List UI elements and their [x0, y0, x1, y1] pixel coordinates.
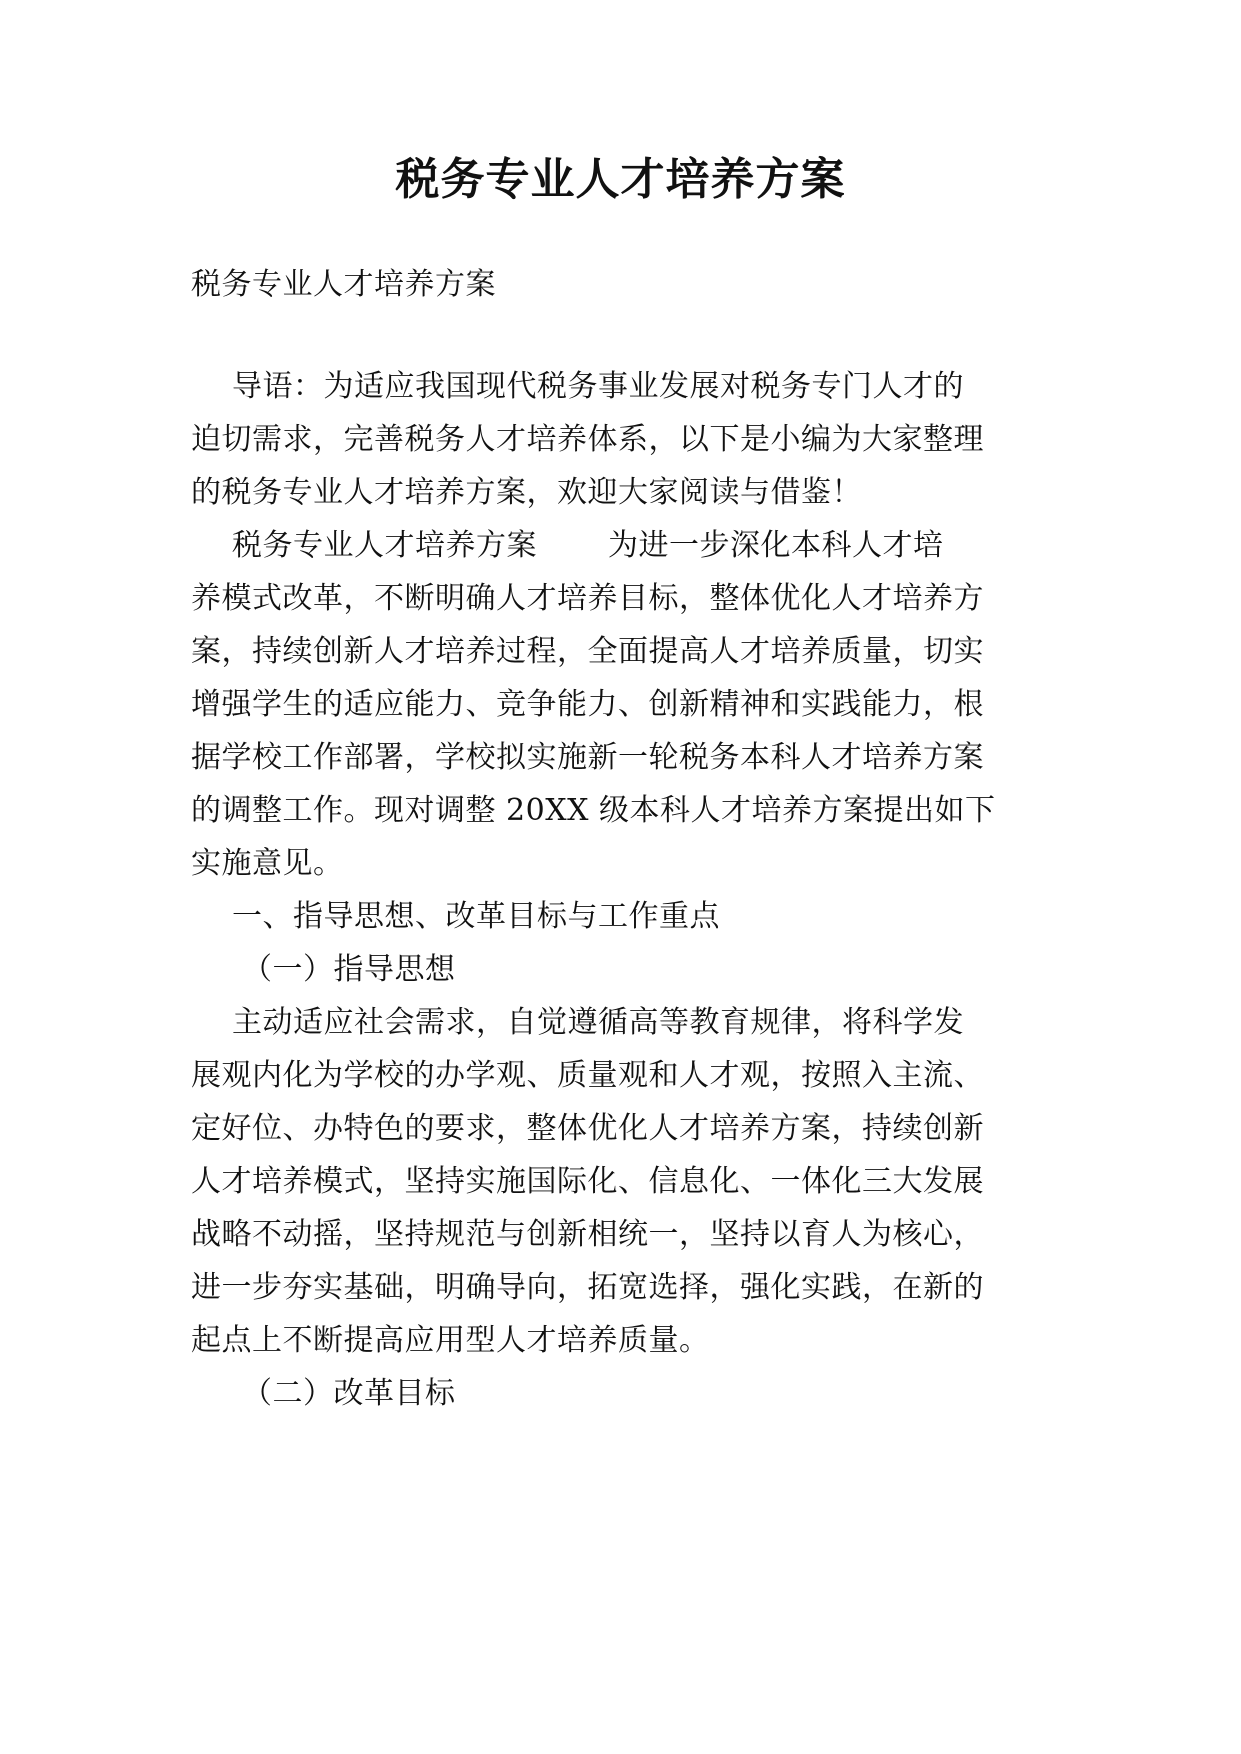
paragraph-line: 起点上不断提高应用型人才培养质量。: [191, 1323, 710, 1358]
paragraph-line: 的调整工作。现对调整 20XX 级本科人才培养方案提出如下: [191, 793, 996, 828]
paragraph-line: 养模式改革，不断明确人才培养目标，整体优化人才培养方: [191, 581, 984, 616]
paragraph-line: 展观内化为学校的办学观、质量观和人才观，按照入主流、: [191, 1058, 984, 1093]
subsection-heading: （一）指导思想: [242, 952, 456, 987]
paragraph-line: 案，持续创新人才培养过程，全面提高人才培养质量，切实: [191, 634, 984, 669]
section-heading: 一、指导思想、改革目标与工作重点: [232, 899, 720, 934]
paragraph-line: 人才培养模式，坚持实施国际化、信息化、一体化三大发展: [191, 1164, 984, 1199]
subtitle-line: 税务专业人才培养方案: [191, 267, 496, 302]
paragraph-line: 战略不动摇，坚持规范与创新相统一，坚持以育人为核心，: [191, 1217, 984, 1252]
paragraph-line: 增强学生的适应能力、竞争能力、创新精神和实践能力，根: [191, 687, 984, 722]
subsection-heading: （二）改革目标: [242, 1376, 456, 1411]
document-title: 税务专业人才培养方案: [395, 154, 846, 205]
paragraph-line: 迫切需求，完善税务人才培养体系，以下是小编为大家整理: [191, 422, 984, 457]
paragraph-line: 实施意见。: [191, 846, 344, 881]
paragraph-line: 主动适应社会需求，自觉遵循高等教育规律，将科学发: [232, 1005, 964, 1040]
paragraph-line: 税务专业人才培养方案 为进一步深化本科人才培: [232, 528, 944, 563]
paragraph-line: 定好位、办特色的要求，整体优化人才培养方案，持续创新: [191, 1111, 984, 1146]
paragraph-line: 导语：为适应我国现代税务事业发展对税务专门人才的: [232, 369, 964, 404]
paragraph-line: 据学校工作部署，学校拟实施新一轮税务本科人才培养方案: [191, 740, 984, 775]
paragraph-line: 进一步夯实基础，明确导向，拓宽选择，强化实践，在新的: [191, 1270, 984, 1305]
paragraph-line: 的税务专业人才培养方案，欢迎大家阅读与借鉴！: [191, 475, 862, 510]
